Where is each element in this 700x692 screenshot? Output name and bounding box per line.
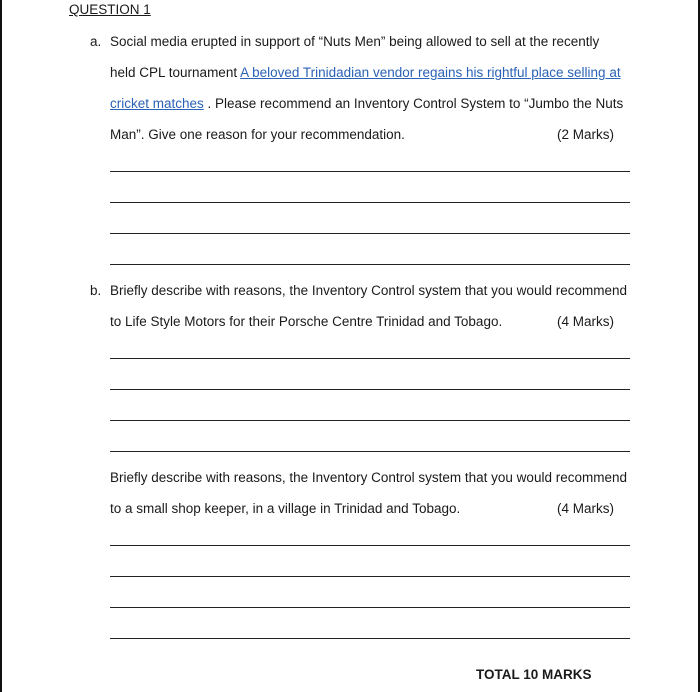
question-b-label: b.	[90, 283, 102, 298]
question-b-line-2: to Life Style Motors for their Porsche Centre Trinidad and Tobago.	[110, 314, 503, 329]
article-link[interactable]: A beloved Trinidadian vendor regains his rightful place selling at	[240, 65, 621, 80]
question-a-marks: (2 Marks)	[557, 127, 614, 142]
question-c-line-2: to a small shop keeper, in a village in Trinidad and Tobago.	[110, 501, 461, 516]
question-a-line-3	[110, 96, 623, 112]
answer-line[interactable]	[110, 202, 630, 203]
answer-line[interactable]	[110, 607, 630, 608]
answer-line[interactable]	[110, 451, 630, 452]
question-a-line-2-text: held CPL tournament	[110, 65, 241, 80]
question-a-line-1: Social media erupted in support of “Nuts Men” being allowed to sell at the recently	[110, 34, 600, 49]
question-a-line-2	[110, 65, 621, 81]
answer-line[interactable]	[110, 638, 630, 639]
answer-line[interactable]	[110, 420, 630, 421]
article-link-continued[interactable]: cricket matches	[110, 96, 204, 111]
page-left-border	[0, 0, 2, 692]
question-a-line-3-text: . Please recommend an Inventory Control System to “Jumbo the Nuts	[203, 96, 624, 111]
answer-line[interactable]	[110, 389, 630, 390]
answer-line[interactable]	[110, 576, 630, 577]
question-b-marks: (4 Marks)	[557, 314, 614, 329]
page-title: QUESTION 1	[69, 2, 151, 17]
answer-line[interactable]	[110, 233, 630, 234]
answer-line[interactable]	[110, 171, 630, 172]
question-c-line-1: Briefly describe with reasons, the Inventory Control system that you would recommend	[110, 470, 627, 485]
question-a-label: a.	[90, 34, 102, 49]
total-marks: TOTAL 10 MARKS	[476, 667, 592, 682]
question-a-line-4: Man”. Give one reason for your recommendation.	[110, 127, 405, 142]
answer-line[interactable]	[110, 358, 630, 359]
question-c-marks: (4 Marks)	[557, 501, 614, 516]
answer-line[interactable]	[110, 545, 630, 546]
answer-line[interactable]	[110, 264, 630, 265]
question-b-line-1: Briefly describe with reasons, the Inventory Control system that you would recommend	[110, 283, 627, 298]
